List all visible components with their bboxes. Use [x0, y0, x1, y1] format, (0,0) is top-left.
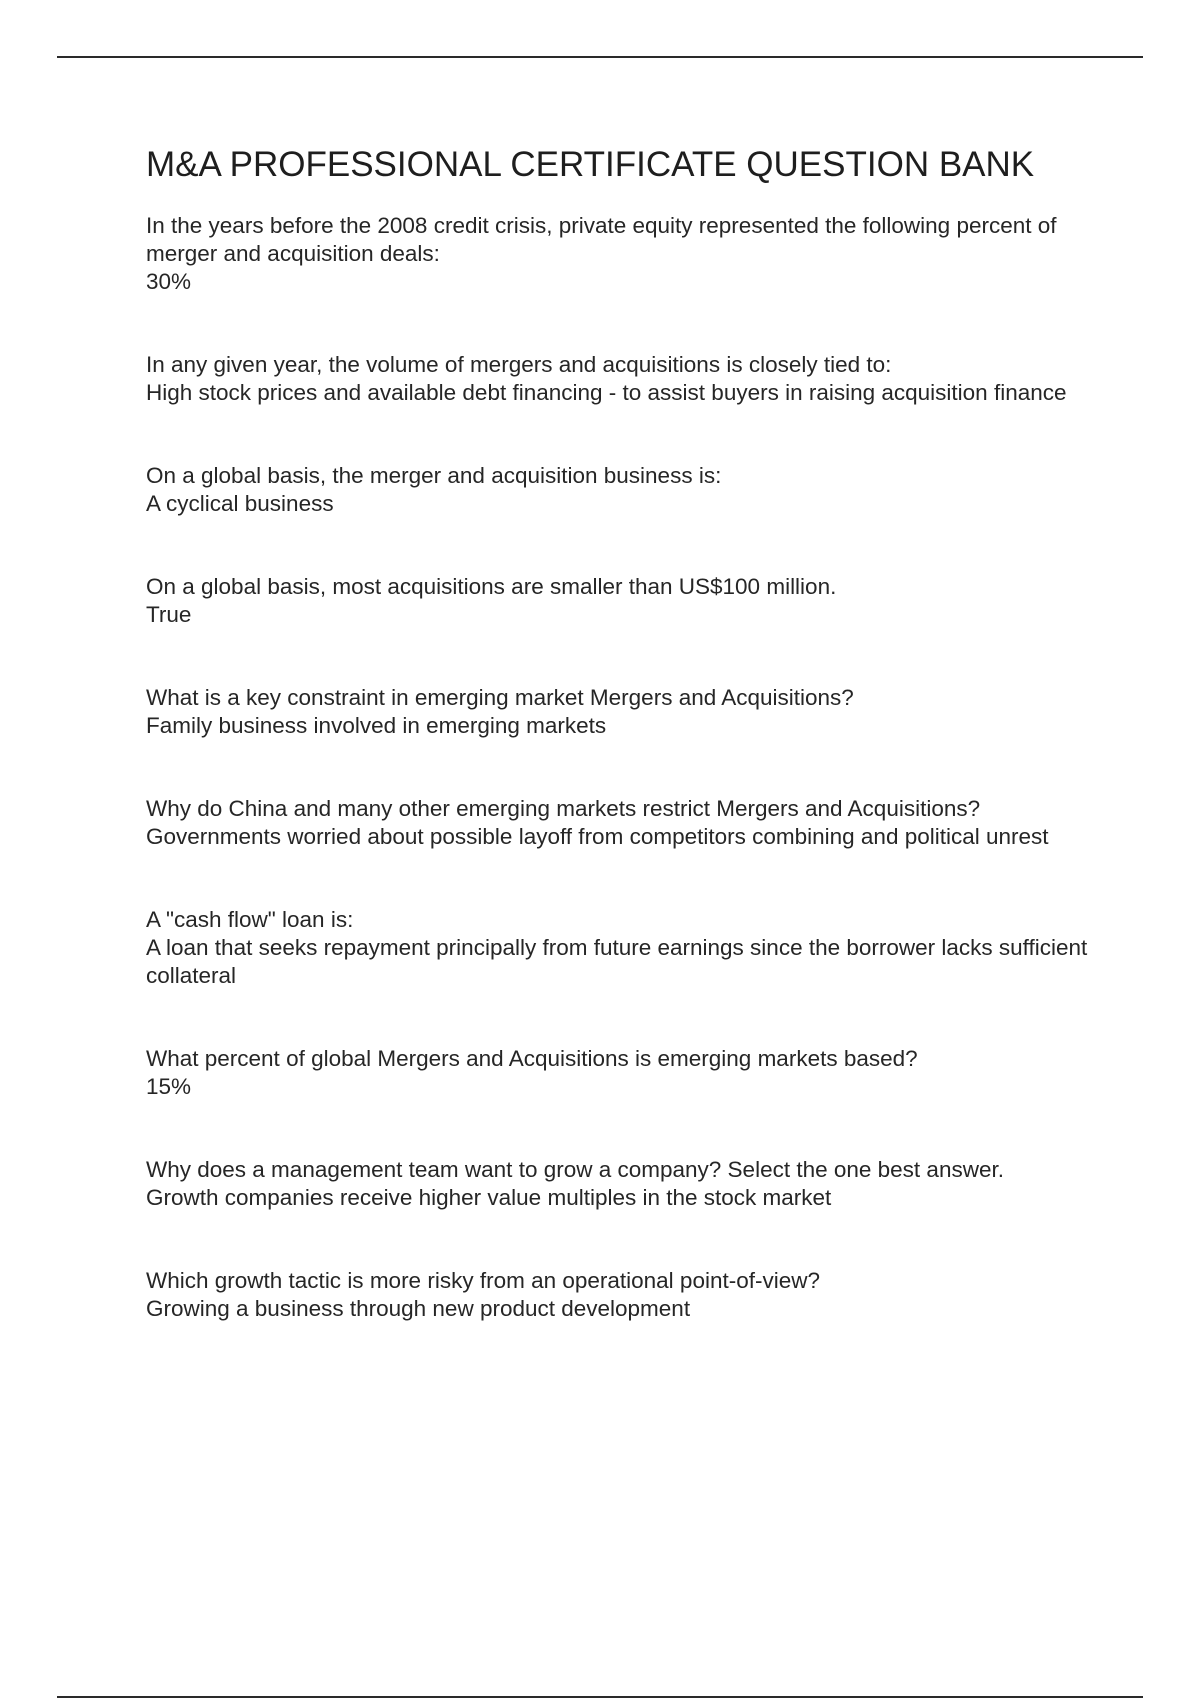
question-text: Why does a management team want to grow a company? Select the one best answer.: [146, 1157, 1004, 1182]
question-text: On a global basis, most acquisitions are smaller than US$100 million.: [146, 574, 837, 599]
answer-text: Growing a business through new product development: [146, 1296, 691, 1321]
answer-text: High stock prices and available debt financing - to assist buyers in raising acquisition finance: [146, 380, 1067, 405]
qa-item: [146, 1045, 1126, 1101]
footer-rule: [57, 1696, 1143, 1698]
page-title: M&A PROFESSIONAL CERTIFICATE QUESTION BANK: [146, 145, 1035, 184]
question-text: Which growth tactic is more risky from an operational point-of-view?: [146, 1268, 821, 1293]
answer-text: 30%: [146, 269, 192, 294]
qa-item: [146, 1156, 1126, 1212]
answer-text: True: [146, 602, 192, 627]
qa-item: [146, 906, 1126, 990]
question-text: A "cash flow" loan is:: [146, 907, 354, 932]
answer-text: Growth companies receive higher value multiples in the stock market: [146, 1185, 832, 1210]
qa-item: [146, 573, 1126, 629]
answer-text: Family business involved in emerging markets: [146, 713, 607, 738]
question-text: In any given year, the volume of mergers and acquisitions is closely tied to:: [146, 352, 892, 377]
qa-item: [146, 212, 1126, 296]
question-text: On a global basis, the merger and acquisition business is:: [146, 463, 722, 488]
question-text: In the years before the 2008 credit crisis, private equity represented the following percent of merger and acquisition deals:: [146, 213, 1057, 266]
qa-item: [146, 684, 1126, 740]
question-text: What is a key constraint in emerging market Mergers and Acquisitions?: [146, 685, 854, 710]
question-text: What percent of global Mergers and Acquisitions is emerging markets based?: [146, 1046, 918, 1071]
page-content: [146, 140, 1126, 1378]
question-text: Why do China and many other emerging markets restrict Mergers and Acquisitions?: [146, 796, 981, 821]
question-list: [146, 212, 1126, 1323]
answer-text: A loan that seeks repayment principally from future earnings since the borrower lacks sufficient collateral: [146, 935, 1088, 988]
qa-item: [146, 351, 1126, 407]
qa-item: [146, 1267, 1126, 1323]
header-rule: [57, 56, 1143, 58]
answer-text: A cyclical business: [146, 491, 334, 516]
qa-item: [146, 795, 1126, 851]
answer-text: Governments worried about possible layoff from competitors combining and political unrest: [146, 824, 1049, 849]
answer-text: 15%: [146, 1074, 192, 1099]
qa-item: [146, 462, 1126, 518]
